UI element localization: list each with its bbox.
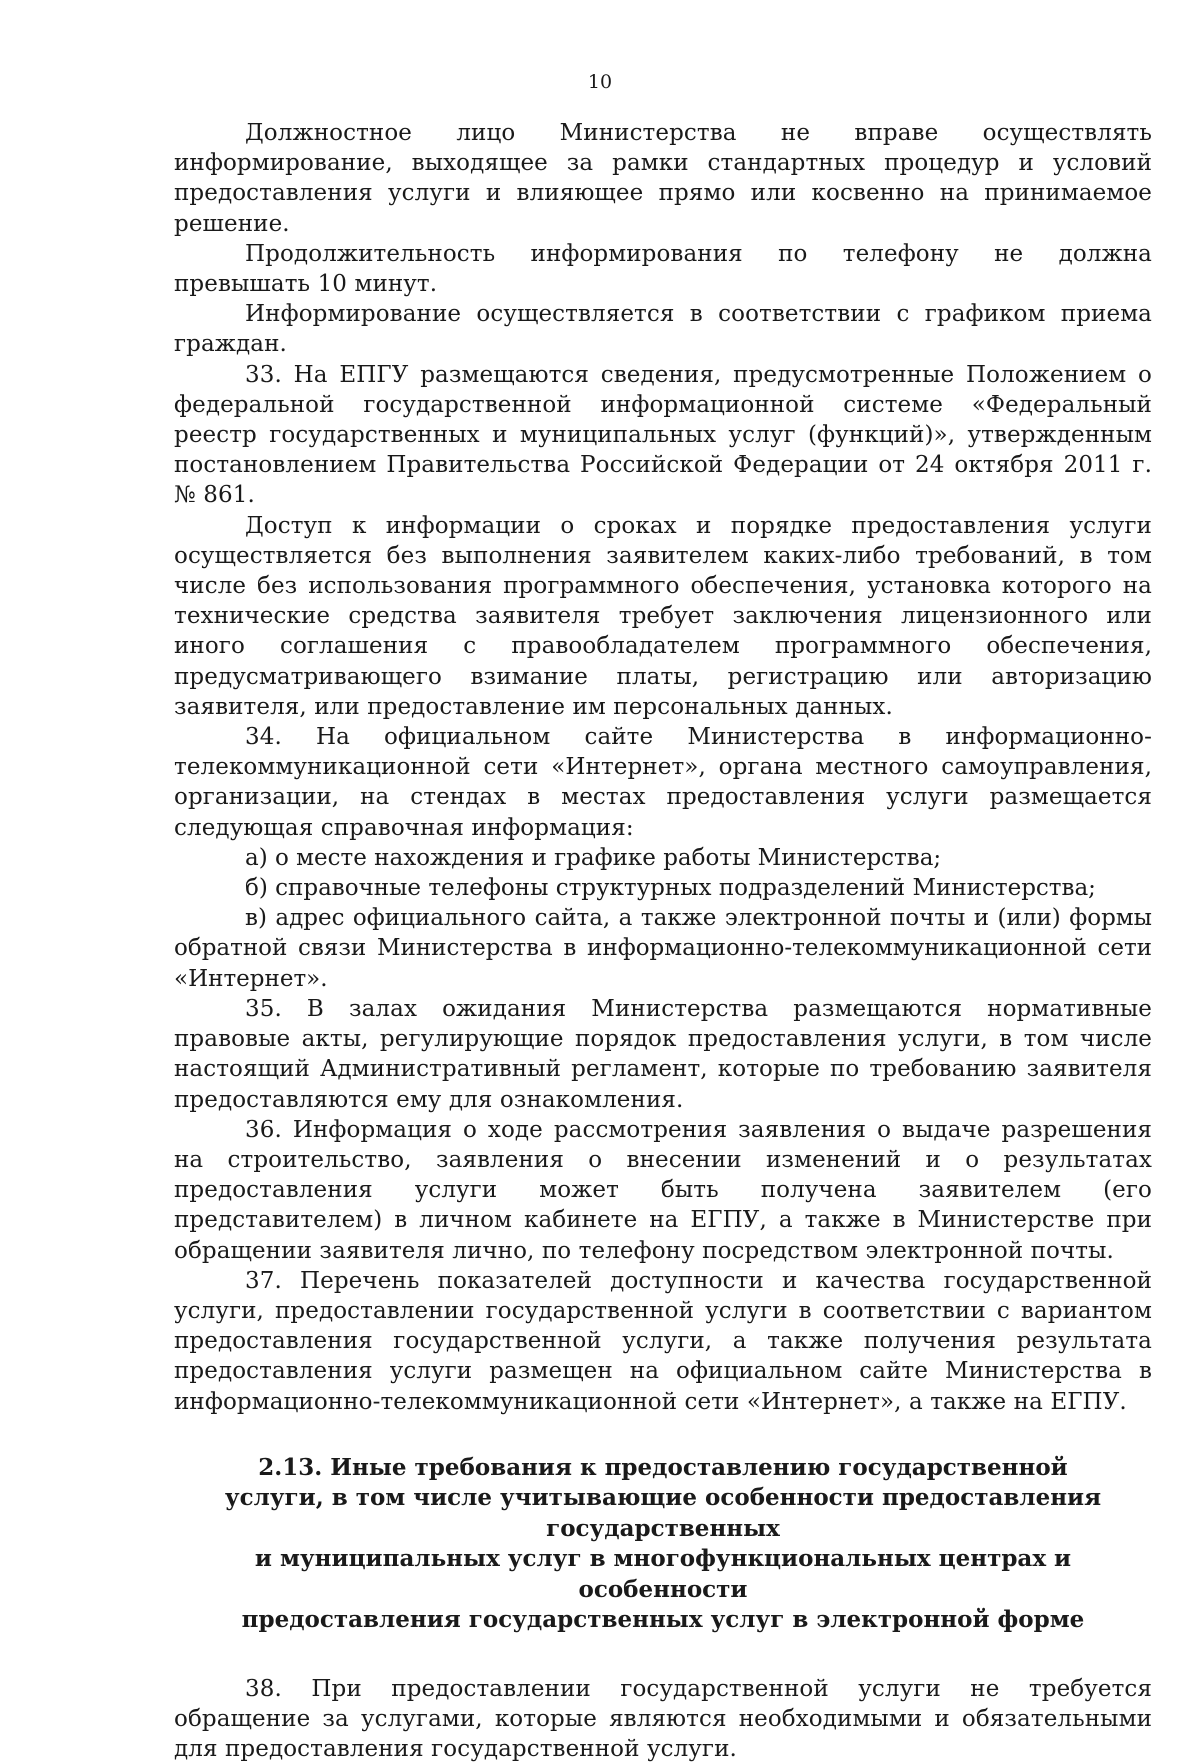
heading-line: предоставления государственных услуг в электронной форме (241, 1606, 1085, 1634)
paragraph-33: 33. На ЕПГУ размещаются сведения, предусмотренные Положением о федеральной государственной информационной системе «Федеральный реестр государственных и муниципальных услуг (функций)», утвержденным постановлением Правительства Российской Федерации от 24 октября 2011 г. № 861. (174, 361, 1152, 509)
list-item-b: б) справочные телефоны структурных подразделений Министерства; (245, 875, 1096, 902)
paragraph-38: 38. При предоставлении государственной услуги не требуется обращение за услугами, которые являются необходимыми и обязательными для предоставления государственной услуги. (174, 1675, 1152, 1763)
section-heading-2-13 (174, 1453, 1152, 1636)
paragraph-36: 36. Информация о ходе рассмотрения заявления о выдаче разрешения на строительство, заявления о внесении изменений и о результатах предоставления услуги может быть получена заявителем (его представителем) в личном кабинете на ЕГПУ, а также в Министерстве при обращении заявителя лично, по телефону посредством электронной почты. (174, 1116, 1152, 1264)
paragraph-access-info: Доступ к информации о сроках и порядке предоставления услуги осуществляется без выполнения заявителем каких-либо требований, в том числе без использования программного обеспечения, установка которого на технические средства заявителя требует заключения лицензионного или иного соглашения с правообладателем программного обеспечения, предусматривающего взимание платы, регистрацию или авторизацию заявителя, или предоставление им персональных данных. (174, 512, 1152, 720)
page-number: 10 (587, 71, 613, 93)
paragraph-34: 34. На официальном сайте Министерства в информационно-телекоммуникационной сети «Интернет», органа местного самоуправления, организации, на стендах в местах предоставления услуги размещается следующая справочная информация: (174, 724, 1152, 841)
list-item-c: в) адрес официального сайта, а также электронной почты и (или) формы обратной связи Министерства в информационно-телекоммуникационной сети «Интернет». (174, 905, 1152, 992)
paragraph-35: 35. В залах ожидания Министерства размещаются нормативные правовые акты, регулирующие порядок предоставления услуги, в том числе настоящий Административный регламент, которые по требованию заявителя предоставляются ему для ознакомления. (174, 995, 1152, 1113)
paragraph-37: 37. Перечень показателей доступности и качества государственной услуги, предоставлении государственной услуги в соответствии с вариантом предоставления государственной услуги, а также получения результата предоставления услуги размещен на официальном сайте Министерства в информационно-телекоммуникационной сети «Интернет», а также на ЕГПУ. (174, 1267, 1152, 1415)
paragraph-phone-duration: Продолжительность информирования по телефону не должна превышать 10 минут. (174, 240, 1152, 298)
paragraph-official-limits: Должностное лицо Министерства не вправе осуществлять информирование, выходящее за рамки стандартных процедур и условий предоставления услуги и влияющее прямо или косвенно на принимаемое решение. (174, 120, 1152, 237)
heading-line: и муниципальных услуг в многофункциональных центрах и особенности (254, 1545, 1072, 1603)
list-item-a: а) о месте нахождения и графике работы Министерства; (245, 844, 942, 871)
heading-line: 2.13. Иные требования к предоставлению государственной (258, 1453, 1068, 1481)
paragraph-schedule: Информирование осуществляется в соответствии с графиком приема граждан. (174, 301, 1152, 358)
document-body (174, 118, 1152, 1764)
heading-line: услуги, в том числе учитывающие особенности предоставления государственных (224, 1484, 1102, 1542)
